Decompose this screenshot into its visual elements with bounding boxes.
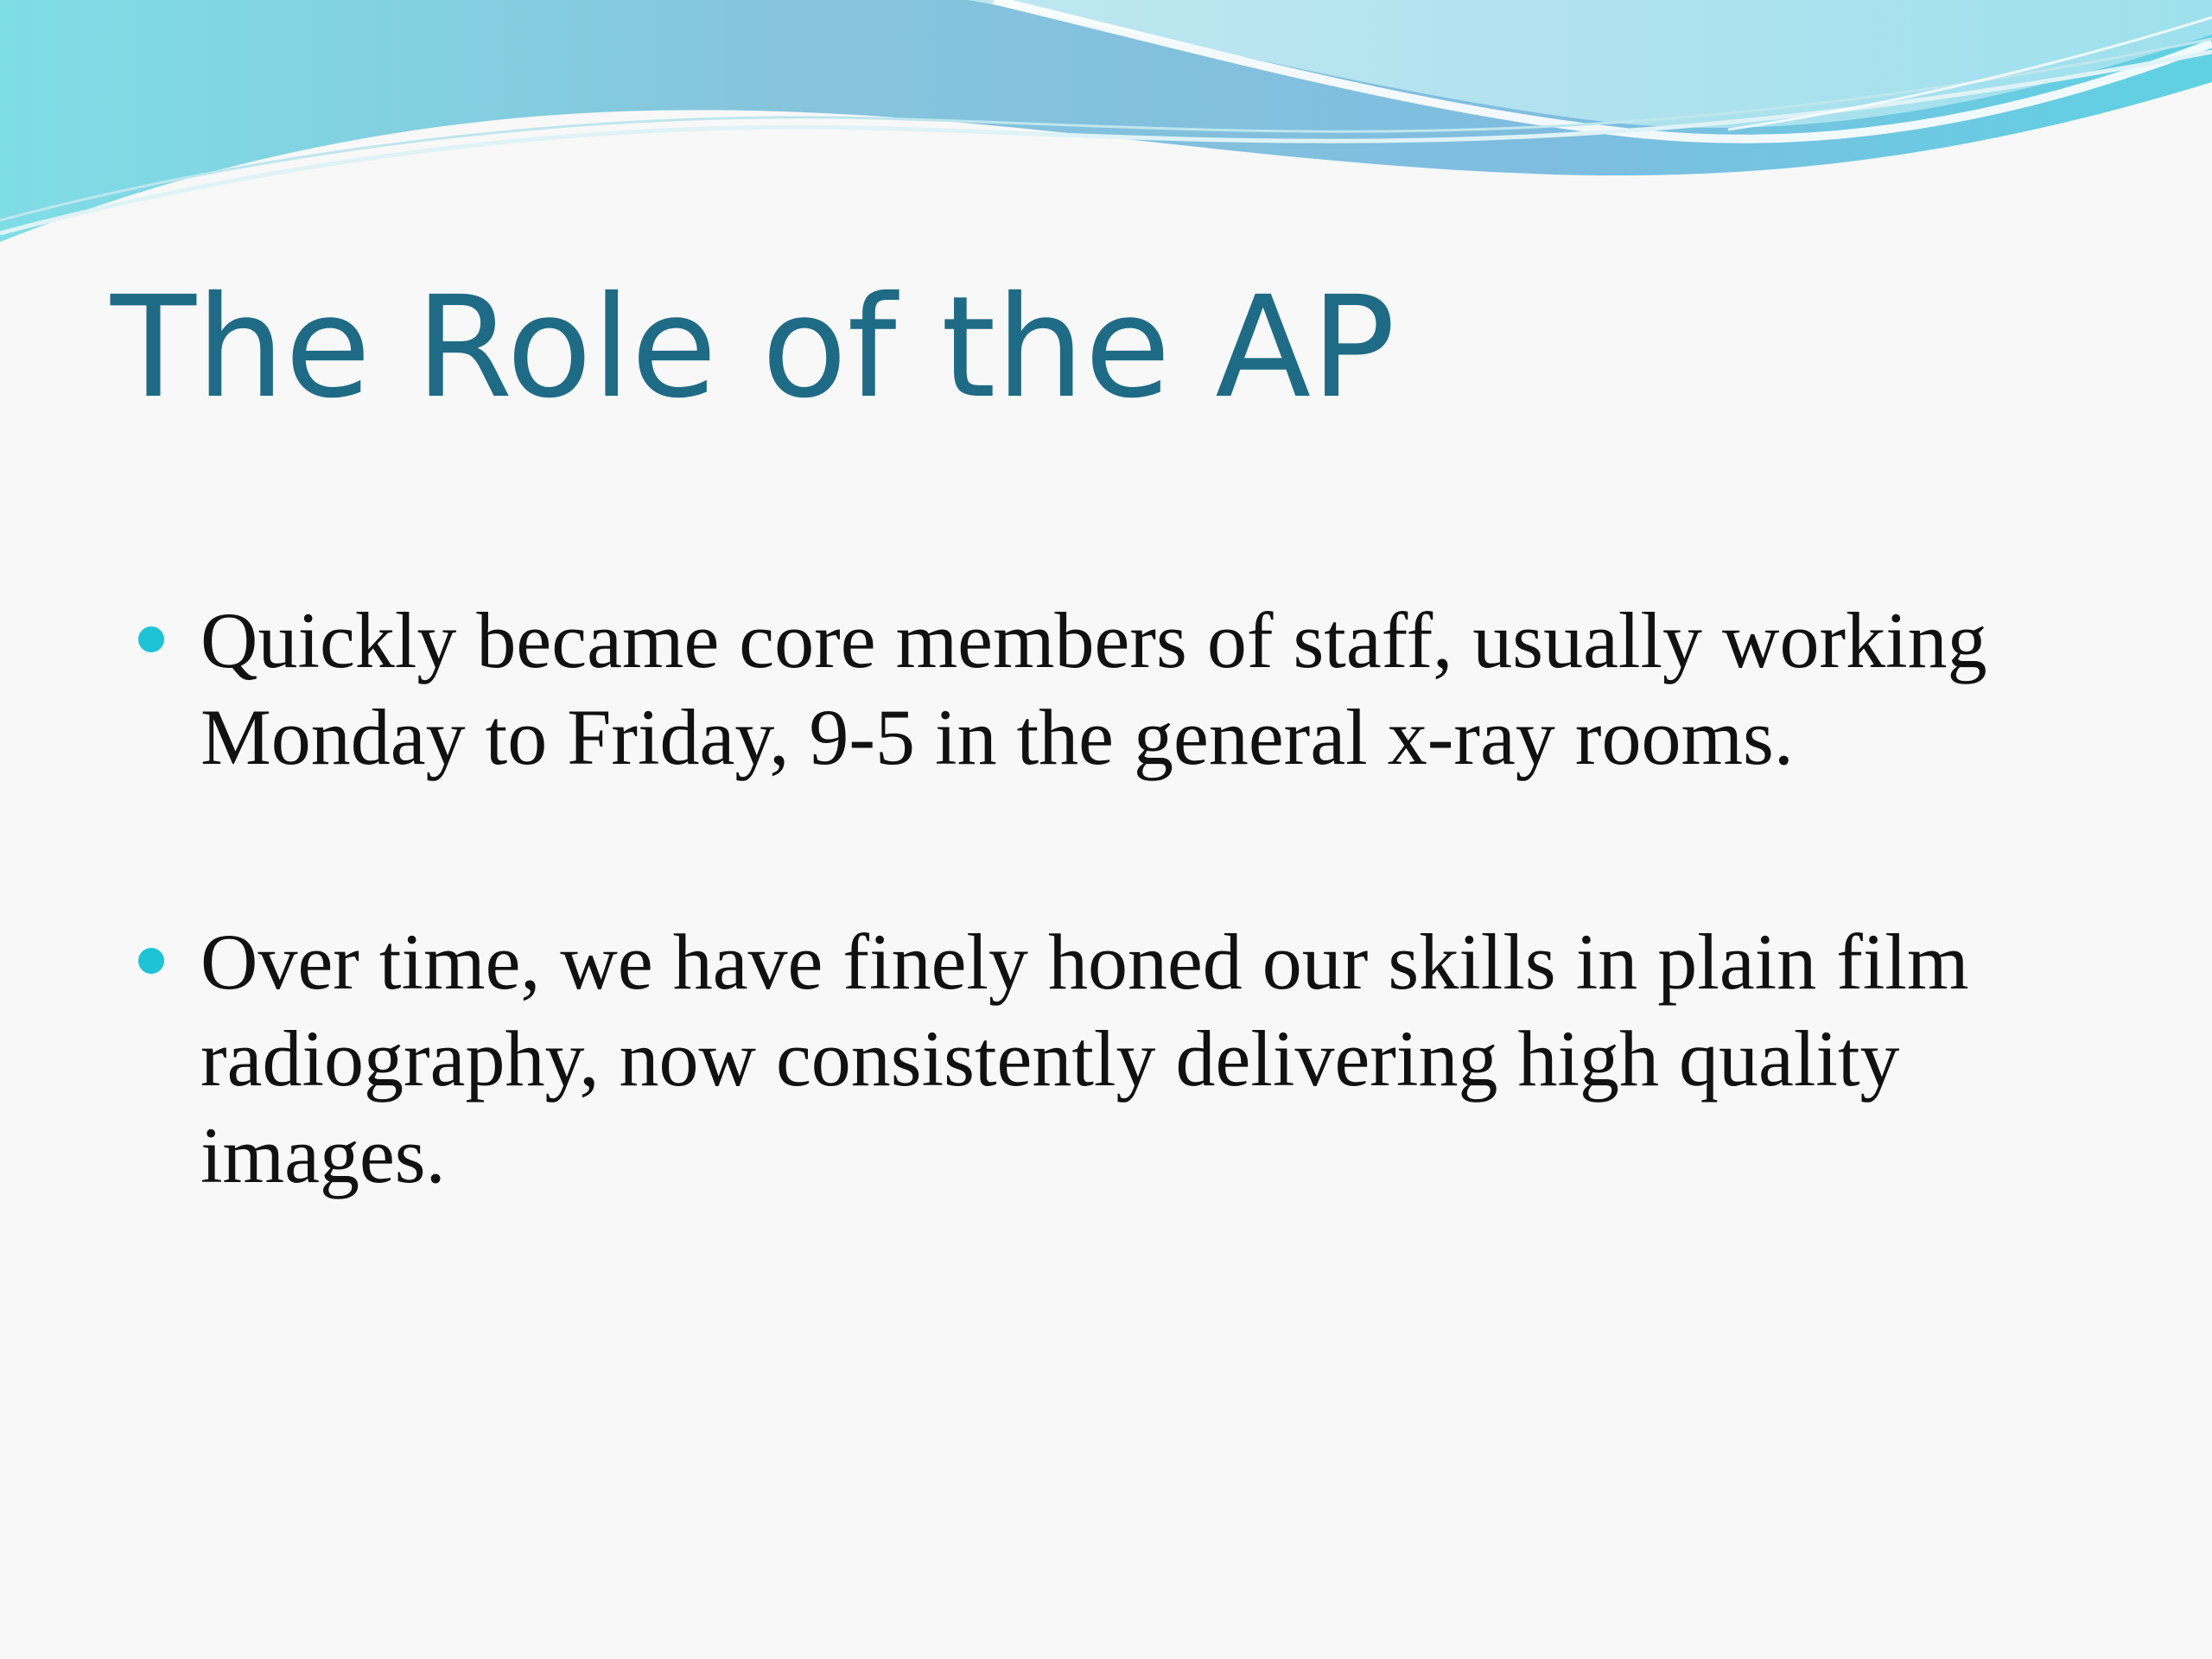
- bullet-text: Quickly became core members of staff, usually working Monday to Friday, 9-5 in the general x-ray rooms.: [200, 596, 1987, 781]
- decorative-wave-header: [0, 0, 2212, 259]
- bullet-list: [138, 592, 2126, 1332]
- bullet-item: [138, 913, 2126, 1204]
- slide-title: The Role of the AP: [111, 267, 1395, 429]
- bullet-dot-icon: [138, 626, 164, 652]
- bullet-item: [138, 592, 2126, 785]
- bullet-dot-icon: [138, 948, 164, 974]
- bullet-text: Over time, we have finely honed our skills in plain film radiography, now consistently delivering high quality images.: [200, 918, 1969, 1199]
